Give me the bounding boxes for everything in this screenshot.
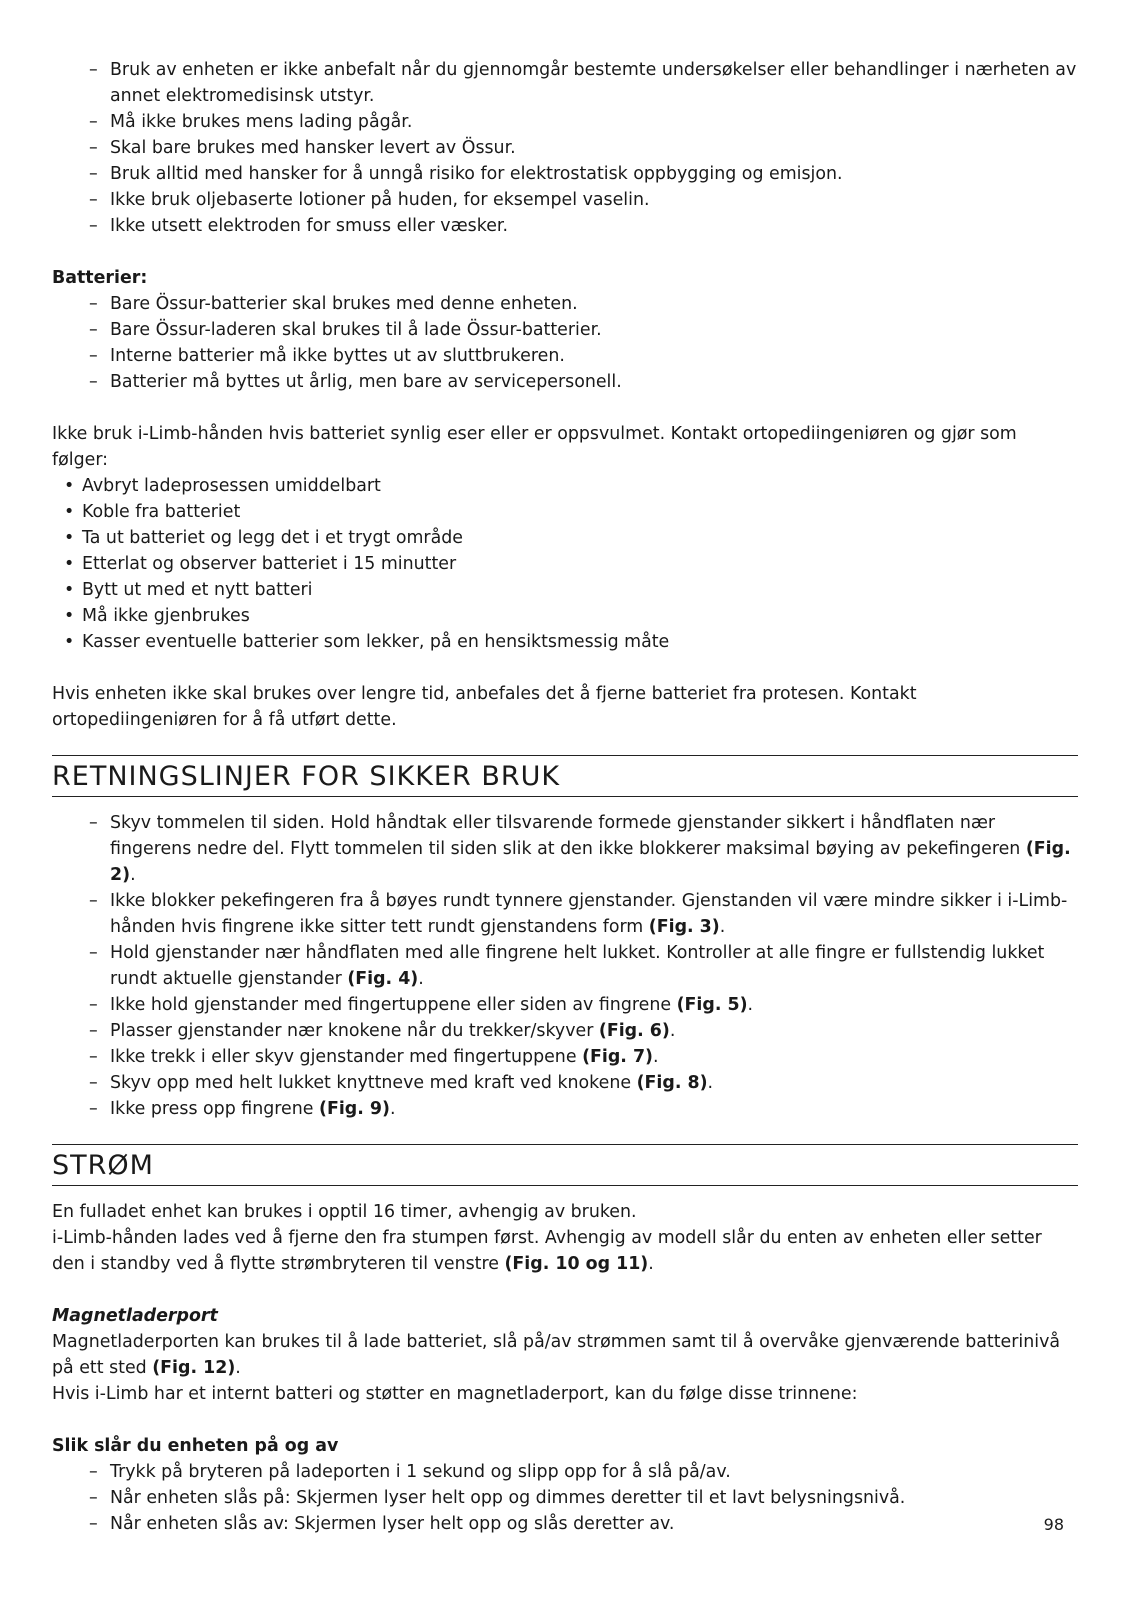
list-item: – Hold gjenstander nær håndflaten med alle fingrene helt lukket. Kontroller at alle fingre er fullstendig lukket rundt aktuelle gjenstander (Fig. 4).: [110, 940, 1078, 992]
list-item: – Bruk alltid med hansker for å unngå risiko for elektrostatisk oppbygging og emisjon.: [110, 161, 1078, 187]
magnet-port-text: Magnetladerporten kan brukes til å lade batteriet, slå på/av strømmen samt til å overvåke gjenværende batterinivå på ett sted (Fig. 12).: [52, 1332, 1061, 1378]
list-item: – Interne batterier må ikke byttes ut av sluttbrukeren.: [110, 343, 1078, 369]
list-item: • Kasser eventuelle batterier som lekker, på en hensiktsmessig måte: [82, 629, 1078, 655]
power-runtime-text: En fulladet enhet kan brukes i opptil 16 timer, avhengig av bruken.: [52, 1202, 637, 1222]
list-item: • Bytt ut med et nytt batteri: [82, 577, 1078, 603]
figure-reference: (Fig. 7): [582, 1047, 654, 1067]
document-page: [52, 57, 1078, 1537]
figure-reference: (Fig. 2): [110, 839, 1071, 885]
page-number: 98: [1043, 1515, 1064, 1534]
list-item: – Ikke utsett elektroden for smuss eller væsker.: [110, 213, 1078, 239]
list-item: – Når enheten slås av: Skjermen lyser helt opp og slås deretter av.: [110, 1511, 1078, 1537]
figure-reference: (Fig. 4): [347, 969, 419, 989]
safe-use-list: [52, 810, 1078, 1122]
list-item: • Avbryt ladeprosessen umiddelbart: [82, 473, 1078, 499]
figure-reference: (Fig. 3): [648, 917, 720, 937]
section-heading-power: STRØM: [52, 1144, 1078, 1186]
list-item: • Koble fra batteriet: [82, 499, 1078, 525]
list-item: – Batterier må byttes ut årlig, men bare av servicepersonell.: [110, 369, 1078, 395]
list-item: – Må ikke brukes mens lading pågår.: [110, 109, 1078, 135]
on-off-label: Slik slår du enheten på og av: [52, 1436, 339, 1456]
figure-reference: (Fig. 12): [152, 1358, 236, 1378]
list-item: – Skyv tommelen til siden. Hold håndtak eller tilsvarende formede gjenstander sikkert i håndflaten nær fingerens nedre del. Flytt tommelen til siden slik at den ikke blokkerer maksimal bøying av pekefingeren (Fig. 2).: [110, 810, 1078, 888]
battery-leak-intro: Ikke bruk i-Limb-hånden hvis batteriet synlig eser eller er oppsvulmet. Kontakt ortopediingeniøren og gjør som følger:: [52, 424, 1017, 470]
batteries-label: Batterier:: [52, 268, 148, 288]
list-item: – Ikke bruk oljebaserte lotioner på huden, for eksempel vaselin.: [110, 187, 1078, 213]
figure-reference: (Fig. 9): [319, 1099, 390, 1119]
list-item: – Bare Össur-batterier skal brukes med denne enheten.: [110, 291, 1078, 317]
list-item: – Ikke hold gjenstander med fingertuppene eller siden av fingrene (Fig. 5).: [110, 992, 1078, 1018]
list-item: – Bare Össur-laderen skal brukes til å lade Össur-batterier.: [110, 317, 1078, 343]
figure-reference: (Fig. 6): [598, 1021, 670, 1041]
list-item: – Trykk på bryteren på ladeporten i 1 sekund og slipp opp for å slå på/av.: [110, 1459, 1078, 1485]
batteries-list: [52, 291, 1078, 395]
list-item: – Skal bare brukes med hansker levert av Össur.: [110, 135, 1078, 161]
magnet-port-steps-intro: Hvis i-Limb har et internt batteri og støtter en magnetladerport, kan du følge disse trinnene:: [52, 1384, 858, 1404]
list-item: – Ikke press opp fingrene (Fig. 9).: [110, 1096, 1078, 1122]
list-item: • Etterlat og observer batteriet i 15 minutter: [82, 551, 1078, 577]
magnet-port-label: Magnetladerport: [52, 1306, 218, 1326]
list-item: – Skyv opp med helt lukket knyttneve med kraft ved knokene (Fig. 8).: [110, 1070, 1078, 1096]
figure-reference: (Fig. 10 og 11): [504, 1254, 649, 1274]
list-item: – Plasser gjenstander nær knokene når du trekker/skyver (Fig. 6).: [110, 1018, 1078, 1044]
list-item: • Må ikke gjenbrukes: [82, 603, 1078, 629]
battery-storage-note: Hvis enheten ikke skal brukes over lengre tid, anbefales det å fjerne batteriet fra protesen. Kontakt ortopediingeniøren for å få utført dette.: [52, 684, 917, 730]
figure-reference: (Fig. 5): [676, 995, 748, 1015]
power-charging-text: i-Limb-hånden lades ved å fjerne den fra stumpen først. Avhengig av modell slår du enten av enheten eller setter den i standby ved å flytte strømbryteren til venstre (Fig. 10 og 11).: [52, 1228, 1042, 1274]
figure-reference: (Fig. 8): [636, 1073, 708, 1093]
list-item: – Når enheten slås på: Skjermen lyser helt opp og dimmes deretter til et lavt belysningsnivå.: [110, 1485, 1078, 1511]
list-item: – Ikke blokker pekefingeren fra å bøyes rundt tynnere gjenstander. Gjenstanden vil være mindre sikker i i-Limb-hånden hvis fingrene ikke sitter tett rundt gjenstandens form (Fig. 3).: [110, 888, 1078, 940]
battery-leak-steps: [52, 473, 1078, 655]
list-item: – Bruk av enheten er ikke anbefalt når du gjennomgår bestemte undersøkelser eller behandlinger i nærheten av annet elektromedisinsk utstyr.: [110, 57, 1078, 109]
section-heading-safe-use: RETNINGSLINJER FOR SIKKER BRUK: [52, 755, 1078, 797]
list-item: – Ikke trekk i eller skyv gjenstander med fingertuppene (Fig. 7).: [110, 1044, 1078, 1070]
on-off-list: [52, 1459, 1078, 1537]
intro-warnings-list: [52, 57, 1078, 239]
list-item: • Ta ut batteriet og legg det i et trygt område: [82, 525, 1078, 551]
